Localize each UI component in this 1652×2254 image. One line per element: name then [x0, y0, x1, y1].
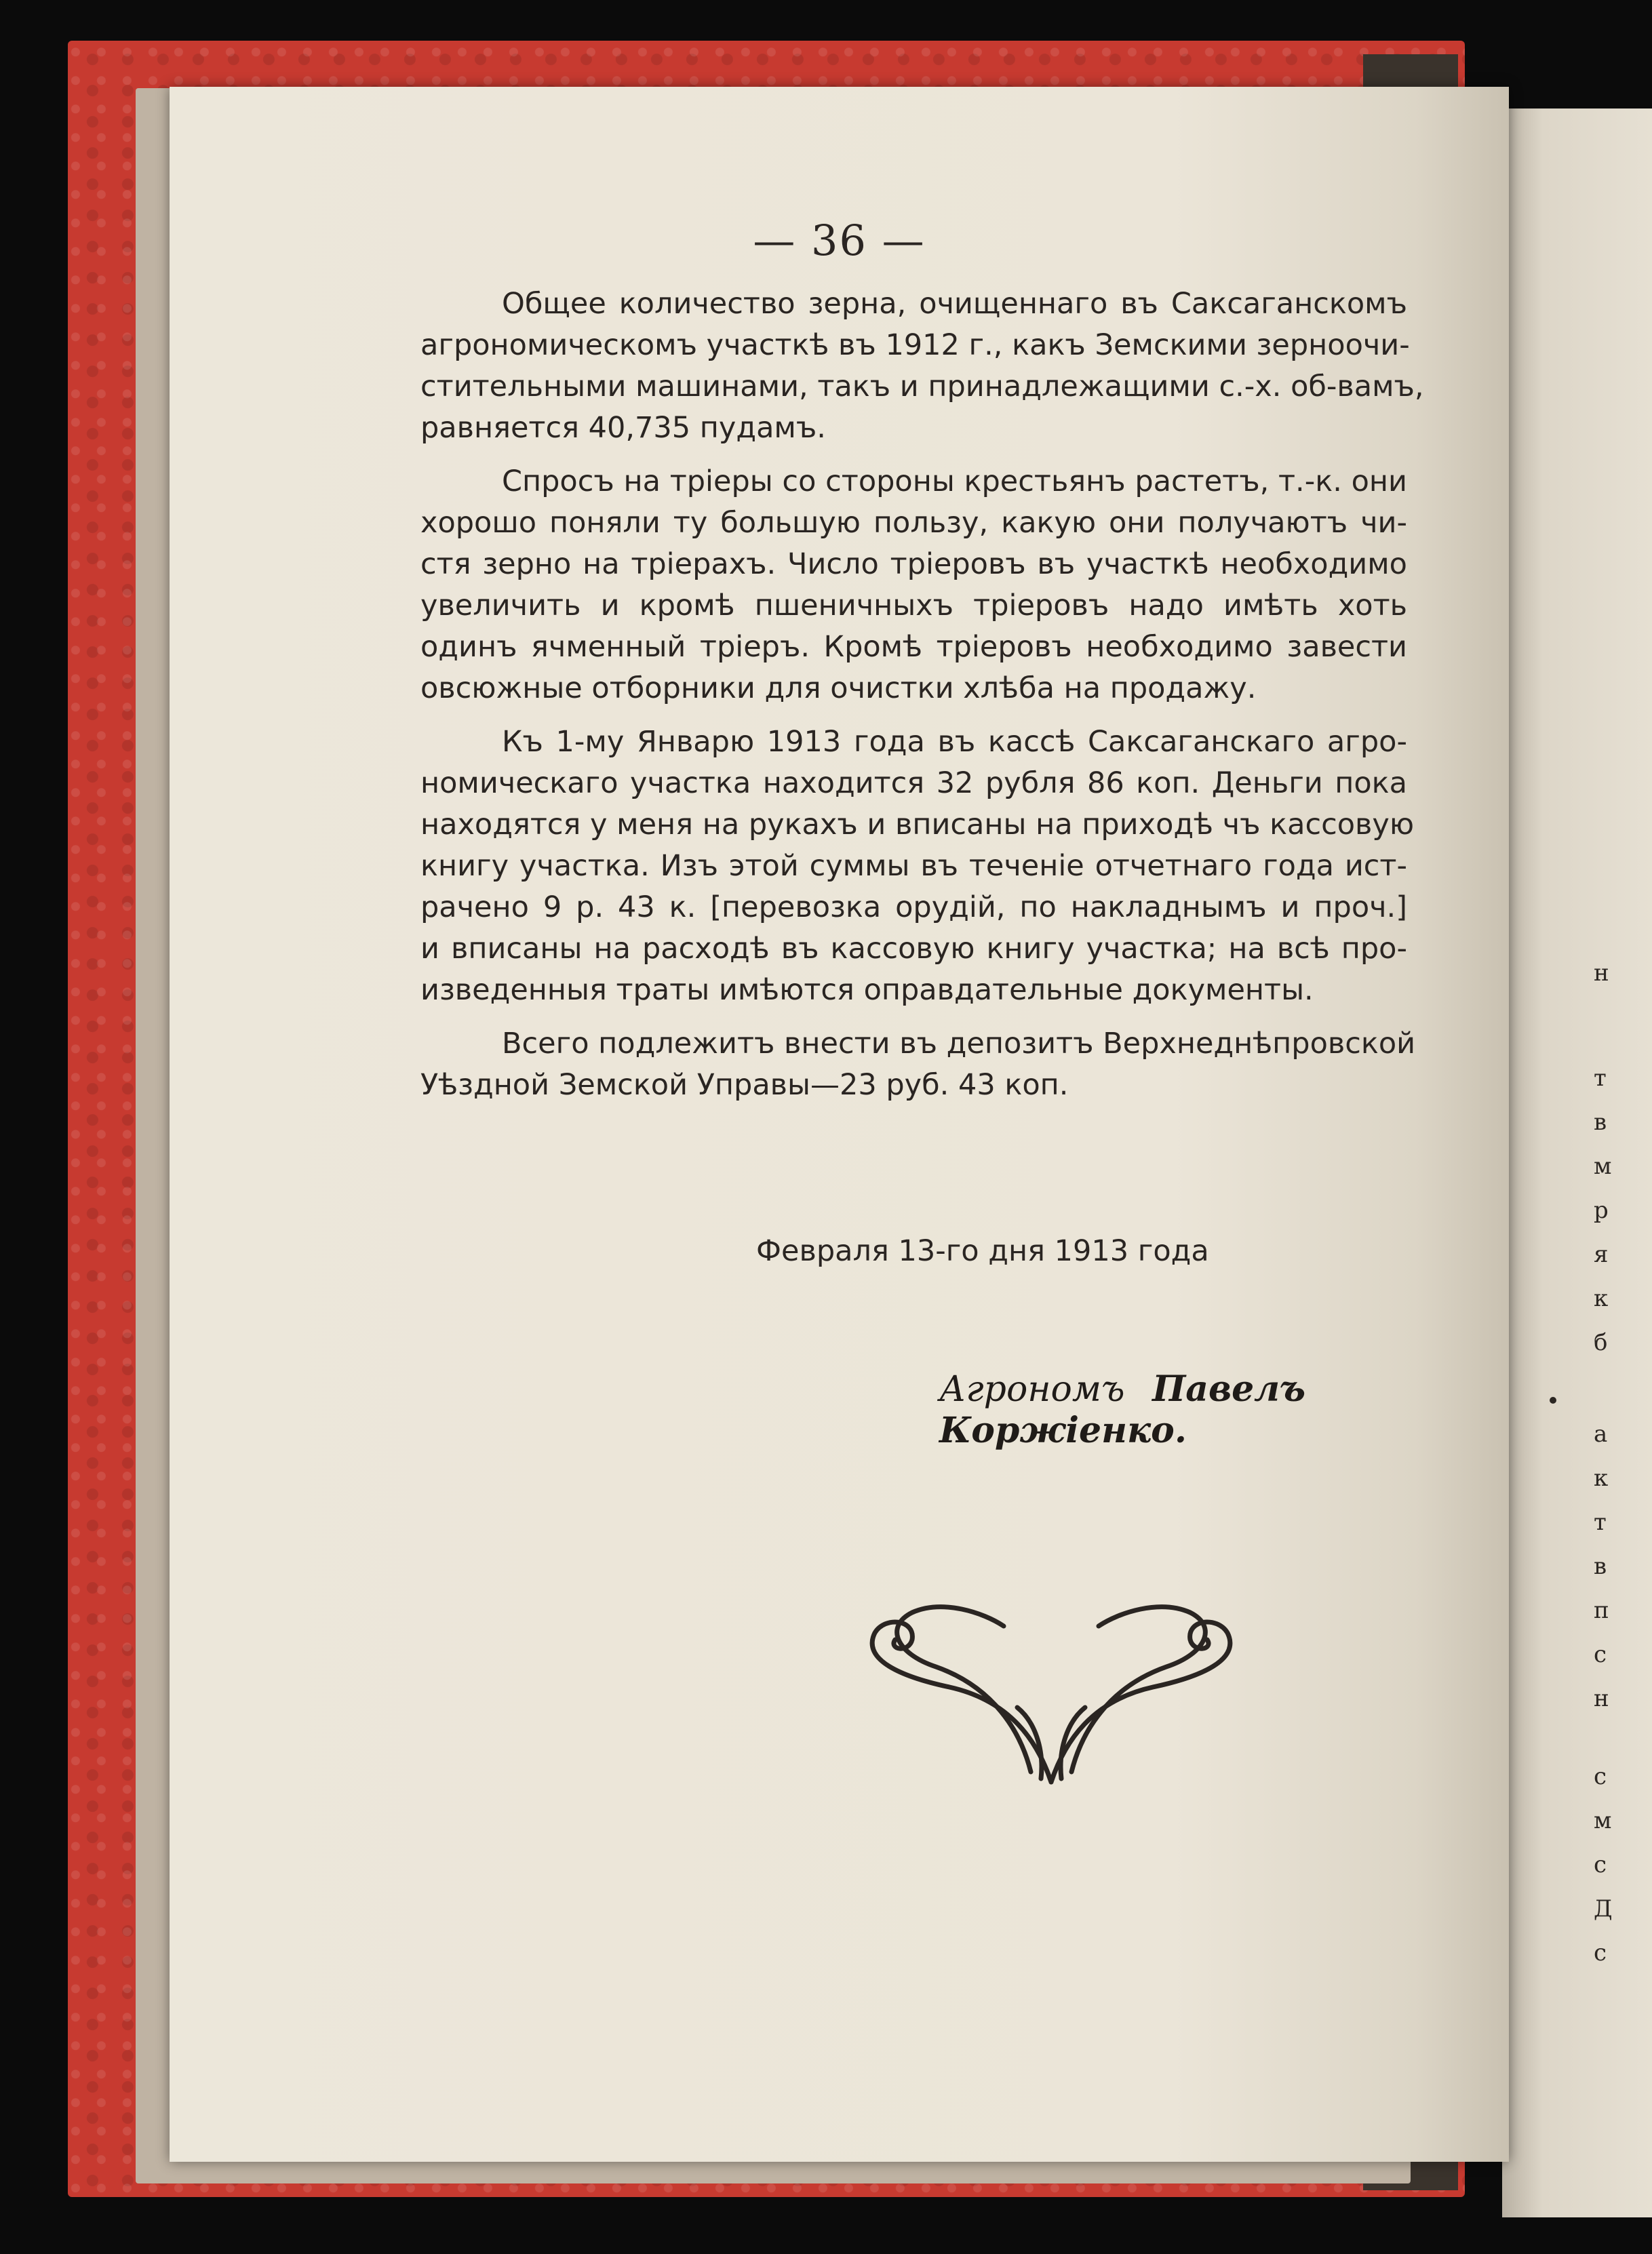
facing-page-fragment: с: [1594, 1851, 1607, 1878]
text-line: увеличить и кромѣ пшеничныхъ тріеровъ надо имѣть хоть: [420, 589, 1407, 622]
date-line: Февраля 13-го дня 1913 года: [756, 1234, 1209, 1268]
text-line: Общее количество зерна, очищеннаго въ Саксаганскомъ: [502, 287, 1407, 321]
facing-page-fragment: к: [1594, 1285, 1609, 1312]
paragraph: [420, 283, 1424, 449]
text-line: овсюжные отборники для очистки хлѣба на продажу.: [420, 671, 1257, 705]
text-line: и вписаны на расходѣ въ кассовую книгу участка; на всѣ про-: [420, 932, 1407, 966]
text-line: Спросъ на тріеры со стороны крестьянъ растетъ, т.-к. они: [502, 464, 1407, 498]
facing-page-fragment: н: [1594, 1685, 1609, 1712]
facing-page-fragment: м: [1594, 1807, 1612, 1834]
text-line: равняется 40,735 пудамъ.: [420, 411, 826, 445]
facing-page-fragment: р: [1594, 1197, 1609, 1224]
text-line: хорошо поняли ту большую пользу, какую они получаютъ чи-: [420, 506, 1407, 540]
text-line: номическаго участка находится 32 рубля 86 коп. Деньги пока: [420, 766, 1407, 800]
paragraph: [420, 461, 1407, 709]
text-line: находятся у меня на рукахъ и вписаны на приходѣ чъ кассовую: [420, 808, 1415, 842]
text-line: Къ 1-му Январю 1913 года въ кассѣ Саксаганскаго агро-: [502, 725, 1407, 759]
facing-page-fragment: к: [1594, 1465, 1609, 1492]
text-line: стительными машинами, такъ и принадлежащими с.-х. об-вамъ,: [420, 370, 1424, 403]
signature-title: Агрономъ: [939, 1369, 1125, 1410]
facing-page-fragment: б: [1594, 1329, 1608, 1356]
text-line: одинъ ячменный тріеръ. Кромѣ тріеровъ необходимо завести: [420, 630, 1407, 664]
text-line: Уѣздной Земской Управы—23 руб. 43 коп.: [420, 1068, 1069, 1102]
facing-page-fragment: т: [1594, 1065, 1607, 1092]
facing-page-fragment: с: [1594, 1763, 1607, 1790]
facing-page-fragment: с: [1594, 1939, 1607, 1966]
facing-page-fragment: н: [1594, 960, 1609, 987]
page-number: — 36 —: [753, 216, 926, 265]
facing-page-fragment: т: [1594, 1509, 1607, 1536]
facing-page-fragment: п: [1594, 1597, 1609, 1624]
facing-page-fragment: м: [1594, 1153, 1612, 1180]
facing-page-fragment: с: [1594, 1641, 1607, 1668]
facing-page-fragment: в: [1594, 1553, 1607, 1580]
paragraph: [420, 1023, 1416, 1106]
facing-page-dot: [1550, 1397, 1556, 1404]
facing-page-fragment: Д: [1594, 1895, 1613, 1922]
text-line: рачено 9 р. 43 к. [перевозка орудій, по накладнымъ и проч.]: [420, 890, 1407, 924]
facing-page-fragment: а: [1594, 1421, 1608, 1448]
facing-page-edge: [1502, 108, 1652, 2217]
body-text: [420, 283, 1424, 1118]
text-line: изведенныя траты имѣются оправдательные документы.: [420, 973, 1314, 1007]
art-nouveau-ornament: [848, 1585, 1255, 1789]
facing-page-fragment: я: [1594, 1241, 1609, 1268]
facing-page-fragment: в: [1594, 1109, 1607, 1136]
text-line: стя зерно на тріерахъ. Число тріеровъ въ участкѣ необходимо: [420, 547, 1407, 581]
book-page: [170, 87, 1509, 2162]
text-line: агрономическомъ участкѣ въ 1912 г., какъ Земскими зерноочи-: [420, 328, 1410, 362]
signature: [939, 1368, 1509, 1451]
text-line: книгу участка. Изъ этой суммы въ теченіе отчетнаго года ист-: [420, 849, 1407, 883]
text-line: Всего подлежитъ внести въ депозитъ Верхнеднѣпровской: [502, 1027, 1416, 1061]
paragraph: [420, 721, 1415, 1011]
signature-name: Павелъ Коржіенко.: [939, 1368, 1306, 1451]
